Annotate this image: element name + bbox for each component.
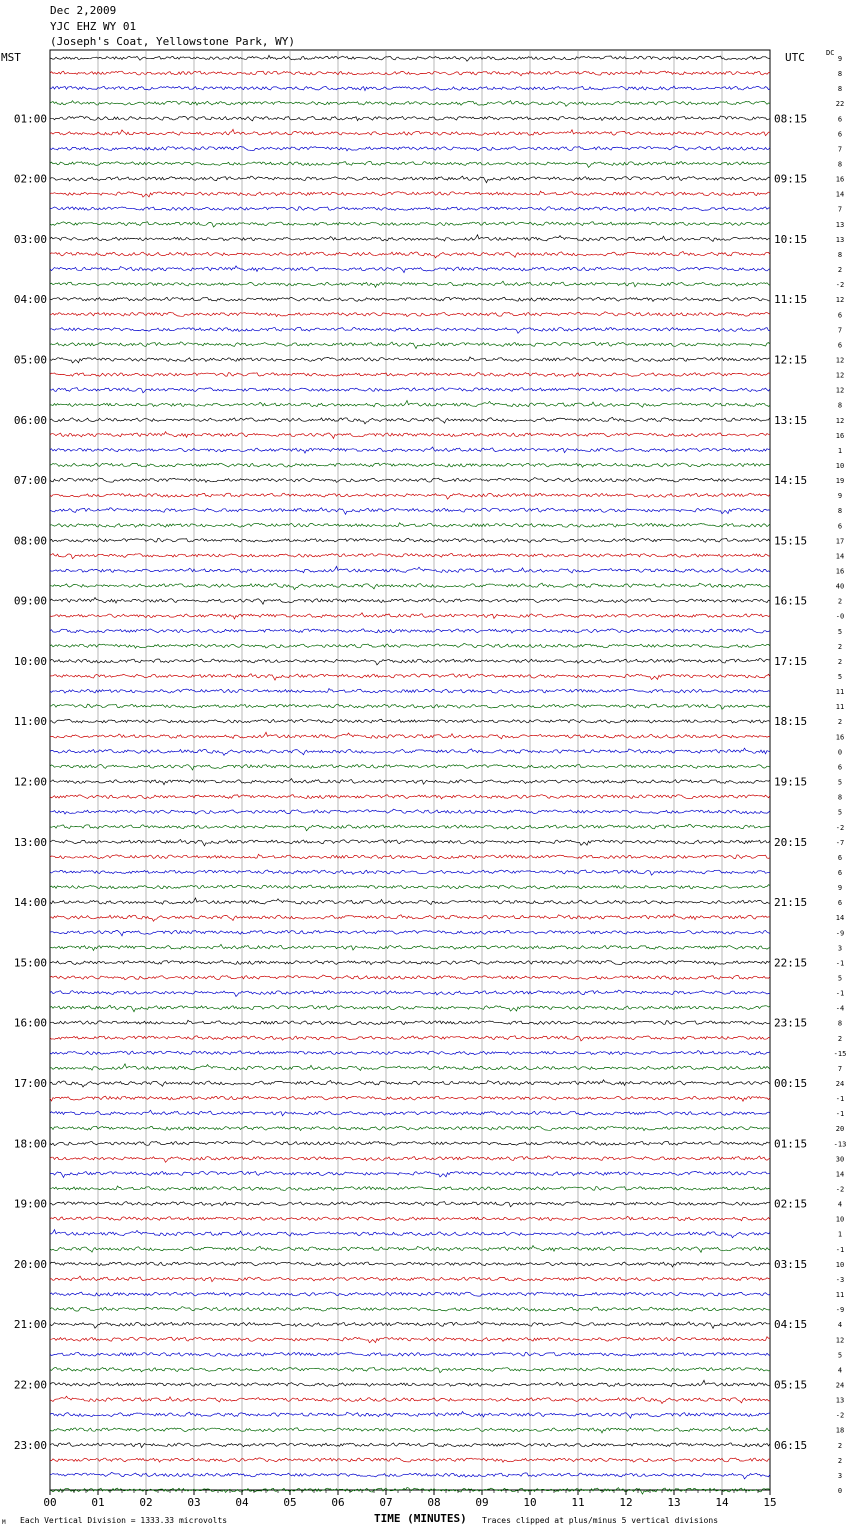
seismic-trace bbox=[50, 388, 770, 393]
left-hour-label: 18:00 bbox=[13, 1137, 47, 1151]
seismic-trace bbox=[50, 643, 770, 648]
dc-offset-label: 40 bbox=[835, 582, 845, 591]
seismic-trace bbox=[50, 1110, 770, 1116]
seismic-trace bbox=[50, 704, 770, 709]
right-hour-label: 09:15 bbox=[774, 172, 808, 186]
x-tick-label: 03 bbox=[187, 1496, 201, 1509]
seismic-trace bbox=[50, 447, 770, 453]
seismic-trace bbox=[50, 554, 770, 559]
x-tick-label: 10 bbox=[523, 1496, 537, 1509]
right-hour-label: 04:15 bbox=[774, 1318, 808, 1332]
seismic-trace bbox=[50, 222, 770, 227]
seismic-trace bbox=[50, 1443, 770, 1448]
seismic-trace bbox=[50, 1412, 770, 1419]
dc-offset-label: 6 bbox=[837, 899, 843, 908]
seismic-trace bbox=[50, 1352, 770, 1356]
left-timezone-label: MST bbox=[1, 51, 21, 64]
seismic-trace bbox=[50, 1186, 770, 1190]
dc-offset-label: 2 bbox=[837, 718, 843, 727]
dc-offset-label: 11 bbox=[835, 703, 845, 712]
dc-offset-label: -15 bbox=[833, 1049, 847, 1058]
dc-offset-label: 8 bbox=[837, 1019, 843, 1028]
right-hour-label: 06:15 bbox=[774, 1438, 808, 1452]
seismic-trace bbox=[50, 944, 770, 950]
seismic-trace bbox=[50, 1202, 770, 1207]
right-hour-label: 05:15 bbox=[774, 1378, 808, 1392]
left-hour-label: 05:00 bbox=[13, 353, 47, 367]
dc-offset-label: -1 bbox=[835, 959, 845, 968]
seismic-trace bbox=[50, 583, 770, 590]
dc-offset-label: 3 bbox=[837, 944, 843, 953]
right-timezone-label: UTC bbox=[785, 51, 805, 64]
seismic-trace bbox=[50, 101, 770, 107]
seismic-trace bbox=[50, 417, 770, 424]
dc-offset-label: 17 bbox=[835, 537, 845, 546]
dc-offset-label: 12 bbox=[835, 356, 845, 365]
dc-offset-label: 10 bbox=[835, 1260, 845, 1269]
header-location: (Joseph's Coat, Yellowstone Park, WY) bbox=[50, 35, 296, 48]
right-hour-label: 15:15 bbox=[774, 534, 808, 548]
axis-labels bbox=[14, 55, 846, 1509]
dc-offset-label: 30 bbox=[835, 1155, 845, 1164]
right-hour-label: 10:15 bbox=[774, 232, 808, 246]
x-axis-title: TIME (MINUTES) bbox=[374, 1512, 467, 1525]
dc-offset-label: 1 bbox=[837, 446, 843, 455]
dc-offset-label: 6 bbox=[837, 763, 843, 772]
left-hour-label: 10:00 bbox=[13, 654, 47, 668]
dc-offset-label: 9 bbox=[837, 884, 843, 893]
seismic-trace bbox=[50, 732, 770, 739]
dc-offset-label: -2 bbox=[835, 281, 845, 290]
seismic-trace bbox=[50, 1051, 770, 1055]
dc-offset-label: 12 bbox=[835, 1336, 845, 1345]
dc-offset-label: 20 bbox=[835, 1125, 845, 1134]
right-hour-label: 11:15 bbox=[774, 293, 808, 307]
left-hour-label: 20:00 bbox=[13, 1257, 47, 1271]
x-tick-label: 01 bbox=[91, 1496, 105, 1509]
dc-offset-label: 4 bbox=[837, 1200, 843, 1209]
seismic-trace bbox=[50, 1020, 770, 1024]
left-hour-label: 21:00 bbox=[13, 1318, 47, 1332]
seismic-trace bbox=[50, 235, 770, 242]
left-hour-label: 22:00 bbox=[13, 1378, 47, 1392]
seismic-trace bbox=[50, 674, 770, 680]
seismic-trace bbox=[50, 176, 770, 183]
dc-offset-label: -7 bbox=[835, 838, 845, 847]
seismic-trace bbox=[50, 840, 770, 846]
seismic-trace bbox=[50, 162, 770, 168]
dc-offset-label: 7 bbox=[837, 205, 843, 214]
dc-offset-label: -9 bbox=[835, 1306, 845, 1315]
seismic-trace bbox=[50, 252, 770, 258]
seismic-trace bbox=[50, 779, 770, 785]
seismic-trace bbox=[50, 824, 770, 830]
seismic-trace bbox=[50, 629, 770, 633]
seismic-trace bbox=[50, 1171, 770, 1177]
right-hour-label: 19:15 bbox=[774, 775, 808, 789]
seismic-trace bbox=[50, 297, 770, 301]
dc-offset-label: 4 bbox=[837, 1321, 843, 1330]
dc-offset-label: 7 bbox=[837, 145, 843, 154]
seismic-trace bbox=[50, 689, 770, 694]
dc-offset-label: 2 bbox=[837, 1034, 843, 1043]
seismic-trace bbox=[50, 659, 770, 665]
seismic-trace bbox=[50, 146, 770, 151]
x-tick-label: 04 bbox=[235, 1496, 249, 1509]
seismic-trace bbox=[50, 748, 770, 755]
dc-offset-label: 0 bbox=[837, 748, 843, 757]
dc-offset-label: 22 bbox=[835, 100, 845, 109]
left-hour-label: 11:00 bbox=[13, 715, 47, 729]
x-tick-label: 15 bbox=[763, 1496, 777, 1509]
left-hour-label: 19:00 bbox=[13, 1197, 47, 1211]
dc-offset-label: 8 bbox=[837, 251, 843, 259]
seismic-trace bbox=[50, 885, 770, 889]
left-hour-label: 07:00 bbox=[13, 474, 47, 488]
left-hour-label: 15:00 bbox=[13, 956, 47, 970]
left-hour-label: 04:00 bbox=[13, 293, 47, 307]
dc-offset-label: 5 bbox=[837, 778, 843, 787]
dc-offset-label: 5 bbox=[837, 627, 843, 636]
seismic-trace bbox=[50, 1036, 770, 1041]
x-tick-label: 11 bbox=[571, 1496, 585, 1509]
dc-offset-label: 24 bbox=[835, 1080, 845, 1088]
dc-offset-label: 7 bbox=[837, 1064, 843, 1073]
seismic-trace bbox=[50, 281, 770, 287]
seismic-trace bbox=[50, 1322, 770, 1329]
dc-offset-label: 2 bbox=[837, 266, 843, 274]
seismic-trace bbox=[50, 1141, 770, 1146]
seismic-trace bbox=[50, 1005, 770, 1011]
seismic-trace bbox=[50, 1396, 770, 1403]
right-hour-label: 20:15 bbox=[774, 835, 808, 849]
traces bbox=[50, 55, 770, 1494]
dc-offset-label: 12 bbox=[835, 296, 845, 305]
seismic-trace bbox=[50, 898, 770, 905]
seismic-trace bbox=[50, 809, 770, 814]
seismic-trace bbox=[50, 719, 770, 723]
dc-offset-label: 6 bbox=[837, 311, 843, 320]
dc-offset-label: 13 bbox=[835, 220, 845, 229]
seismic-trace bbox=[50, 493, 770, 499]
header-station: YJC EHZ WY 01 bbox=[50, 20, 137, 33]
footer-clip-note: Traces clipped at plus/minus 5 vertical divisions bbox=[482, 1516, 719, 1525]
dc-offset-label: -2 bbox=[835, 1411, 845, 1420]
right-hour-label: 18:15 bbox=[774, 715, 808, 729]
dc-offset-label: 5 bbox=[837, 974, 843, 983]
right-hour-label: 22:15 bbox=[774, 956, 808, 970]
x-tick-label: 13 bbox=[667, 1496, 681, 1509]
seismic-trace bbox=[50, 71, 770, 76]
seismic-trace bbox=[50, 1262, 770, 1267]
seismic-trace bbox=[50, 1080, 770, 1087]
dc-offset-label: 6 bbox=[837, 341, 843, 350]
dc-offset-label: -1 bbox=[835, 1110, 845, 1119]
x-tick-label: 02 bbox=[139, 1496, 153, 1509]
dc-offset-label: 2 bbox=[837, 597, 843, 606]
seismic-trace bbox=[50, 1276, 770, 1282]
seismic-trace bbox=[50, 1246, 770, 1253]
right-hour-label: 03:15 bbox=[774, 1257, 808, 1271]
dc-offset-label: 14 bbox=[835, 914, 845, 923]
left-hour-label: 16:00 bbox=[13, 1016, 47, 1030]
seismic-trace bbox=[50, 327, 770, 333]
dc-offset-label: 9 bbox=[837, 55, 843, 63]
dc-offset-label: 13 bbox=[835, 235, 845, 244]
dc-offset-label: -2 bbox=[835, 1185, 845, 1194]
dc-offset-label: -1 bbox=[835, 1245, 845, 1254]
seismic-trace bbox=[50, 566, 770, 573]
seismic-trace bbox=[50, 990, 770, 996]
x-tick-label: 08 bbox=[427, 1496, 441, 1509]
seismic-trace bbox=[50, 914, 770, 921]
right-hour-label: 16:15 bbox=[774, 594, 808, 608]
right-hour-label: 08:15 bbox=[774, 112, 808, 126]
x-tick-label: 09 bbox=[475, 1496, 489, 1509]
dc-offset-label: 12 bbox=[835, 416, 845, 425]
dc-offset-label: -13 bbox=[833, 1140, 847, 1149]
dc-offset-label: 2 bbox=[837, 1441, 843, 1450]
left-hour-label: 02:00 bbox=[13, 172, 47, 186]
seismic-trace bbox=[50, 1367, 770, 1372]
dc-offset-label: 3 bbox=[837, 1471, 843, 1480]
dc-offset-label: 24 bbox=[835, 1381, 845, 1390]
dc-offset-label: 11 bbox=[835, 1291, 845, 1299]
seismic-trace bbox=[50, 854, 770, 859]
seismic-trace bbox=[50, 1472, 770, 1479]
dc-offset-label: 6 bbox=[837, 869, 843, 877]
seismic-trace bbox=[50, 613, 770, 619]
right-hour-label: 01:15 bbox=[774, 1137, 808, 1151]
seismic-trace bbox=[50, 312, 770, 317]
dc-offset-label: -4 bbox=[835, 1004, 845, 1013]
dc-offset-label: 10 bbox=[835, 462, 845, 470]
dc-offset-label: 6 bbox=[837, 130, 843, 139]
dc-offset-label: 9 bbox=[837, 492, 843, 501]
seismic-trace bbox=[50, 1096, 770, 1101]
dc-offset-label: 11 bbox=[835, 688, 845, 697]
dc-offset-label: 12 bbox=[835, 386, 845, 395]
dc-offset-label: 16 bbox=[835, 733, 845, 742]
seismic-trace bbox=[50, 266, 770, 273]
dc-offset-label: 14 bbox=[835, 552, 845, 561]
seismic-trace bbox=[50, 1156, 770, 1162]
dc-offset-label: 6 bbox=[837, 115, 843, 124]
dc-offset-label: -3 bbox=[835, 1276, 845, 1284]
left-hour-label: 14:00 bbox=[13, 896, 47, 910]
dc-offset-label: -1 bbox=[835, 989, 845, 998]
dc-offset-label: 16 bbox=[835, 431, 845, 440]
right-hour-label: 12:15 bbox=[774, 353, 808, 367]
seismic-trace bbox=[50, 116, 770, 121]
seismic-trace bbox=[50, 870, 770, 875]
dc-offset-label: 6 bbox=[837, 522, 843, 531]
seismic-trace bbox=[50, 508, 770, 515]
seismic-trace bbox=[50, 401, 770, 408]
seismic-trace bbox=[50, 86, 770, 91]
dc-offset-label: 16 bbox=[835, 567, 845, 576]
dc-offset-label: -1 bbox=[835, 1095, 845, 1104]
dc-offset-label: 5 bbox=[837, 808, 843, 817]
seismic-trace bbox=[50, 1216, 770, 1221]
dc-offset-label: 5 bbox=[837, 1351, 843, 1360]
dc-offset-label: 2 bbox=[837, 657, 843, 666]
dc-offset-label: 2 bbox=[837, 1456, 843, 1465]
left-hour-label: 09:00 bbox=[13, 594, 47, 608]
seismic-trace bbox=[50, 1292, 770, 1296]
seismic-trace bbox=[50, 55, 770, 61]
dc-offset-label: 8 bbox=[837, 401, 843, 410]
left-hour-label: 23:00 bbox=[13, 1438, 47, 1452]
right-hour-label: 13:15 bbox=[774, 413, 808, 427]
left-hour-label: 12:00 bbox=[13, 775, 47, 789]
right-hour-label: 02:15 bbox=[774, 1197, 808, 1211]
right-hour-label: 00:15 bbox=[774, 1077, 808, 1090]
seismic-trace bbox=[50, 463, 770, 467]
dc-offset-label: 7 bbox=[837, 326, 843, 335]
seismic-trace bbox=[50, 930, 770, 935]
dc-label: DC bbox=[826, 49, 835, 57]
seismic-trace bbox=[50, 1427, 770, 1433]
right-hour-label: 14:15 bbox=[774, 474, 808, 488]
dc-offset-label: 13 bbox=[835, 1396, 845, 1405]
corner-mark: M bbox=[2, 1519, 6, 1526]
left-hour-label: 03:00 bbox=[13, 232, 47, 246]
dc-offset-label: 8 bbox=[837, 793, 843, 802]
seismic-trace bbox=[50, 1337, 770, 1343]
right-hour-label: 21:15 bbox=[774, 896, 808, 910]
seismic-trace bbox=[50, 478, 770, 483]
seismic-trace bbox=[50, 598, 770, 605]
footer-scale-note: Each Vertical Division = 1333.33 microvolts bbox=[20, 1516, 228, 1525]
x-tick-label: 07 bbox=[379, 1496, 393, 1509]
left-hour-label: 17:00 bbox=[13, 1077, 47, 1090]
dc-offset-label: 2 bbox=[837, 642, 843, 651]
seismic-trace bbox=[50, 1458, 770, 1462]
header-date: Dec 2,2009 bbox=[50, 4, 117, 17]
left-hour-label: 13:00 bbox=[13, 835, 47, 849]
dc-offset-label: 18 bbox=[835, 1426, 845, 1435]
seismic-trace bbox=[50, 795, 770, 799]
dc-offset-label: -2 bbox=[835, 823, 845, 832]
seismic-trace bbox=[50, 129, 770, 135]
seismic-trace bbox=[50, 357, 770, 363]
plot-frame bbox=[50, 50, 770, 1490]
seismic-trace bbox=[50, 1230, 770, 1238]
seismic-trace bbox=[50, 373, 770, 377]
dc-offset-label: 19 bbox=[835, 477, 845, 486]
seismic-trace bbox=[50, 1064, 770, 1071]
dc-offset-label: 16 bbox=[835, 175, 845, 184]
seismic-trace bbox=[50, 1126, 770, 1130]
dc-offset-label: -0 bbox=[835, 612, 845, 621]
dc-offset-label: 5 bbox=[837, 673, 843, 681]
seismic-trace bbox=[50, 765, 770, 771]
x-tick-label: 00 bbox=[43, 1496, 57, 1509]
seismic-trace bbox=[50, 523, 770, 528]
left-hour-label: 08:00 bbox=[13, 534, 47, 548]
x-tick-label: 05 bbox=[283, 1496, 297, 1509]
dc-offset-label: 0 bbox=[837, 1487, 843, 1495]
left-hour-label: 06:00 bbox=[13, 413, 47, 427]
grid bbox=[50, 50, 770, 1490]
seismic-trace bbox=[50, 975, 770, 980]
seismic-trace bbox=[50, 191, 770, 197]
seismic-trace bbox=[50, 961, 770, 965]
dc-offset-label: 14 bbox=[835, 1170, 845, 1179]
dc-offset-label: 4 bbox=[837, 1366, 843, 1375]
dc-offset-label: 6 bbox=[837, 853, 843, 862]
dc-offset-label: 14 bbox=[835, 190, 845, 199]
left-hour-label: 01:00 bbox=[13, 112, 47, 126]
dc-offset-label: 8 bbox=[837, 160, 843, 169]
seismic-trace bbox=[50, 432, 770, 439]
dc-offset-label: 10 bbox=[835, 1215, 845, 1224]
right-hour-label: 23:15 bbox=[774, 1016, 808, 1030]
dc-offset-label: 8 bbox=[837, 70, 843, 79]
seismic-trace bbox=[50, 207, 770, 211]
dc-offset-label: 1 bbox=[837, 1230, 843, 1239]
x-tick-label: 06 bbox=[331, 1496, 345, 1509]
x-tick-label: 12 bbox=[619, 1496, 633, 1509]
dc-offset-label: 8 bbox=[837, 85, 843, 94]
dc-offset-label: 12 bbox=[835, 371, 845, 380]
seismic-trace bbox=[50, 538, 770, 542]
seismic-trace bbox=[50, 342, 770, 349]
dc-offset-label: 8 bbox=[837, 507, 843, 516]
x-tick-label: 14 bbox=[715, 1496, 729, 1509]
dc-offset-label: -9 bbox=[835, 929, 845, 938]
right-hour-label: 17:15 bbox=[774, 654, 808, 668]
seismic-trace bbox=[50, 1307, 770, 1312]
seismic-trace bbox=[50, 1380, 770, 1386]
